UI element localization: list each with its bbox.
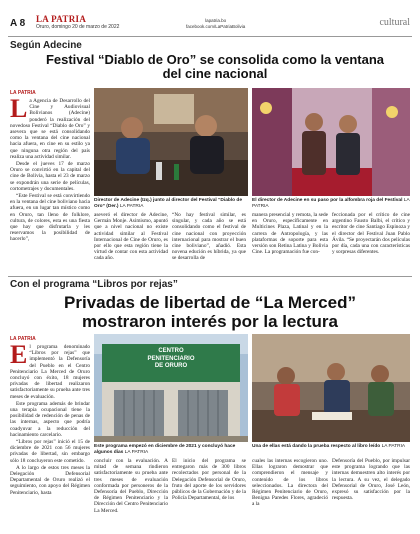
facebook-link[interactable]: facebook.com/LaPatriaBolivia xyxy=(186,24,246,29)
sign-line: CENTRO xyxy=(158,348,184,354)
caption-text: Director de Adecine (Izq.) junto al director del Festival “Diablo de Oro” (Der.) xyxy=(94,198,243,209)
story2-paragraph: “Libros por rejas” inició el 15 de diciembre de 2021 con 56 mujeres privadas de libertad, sin embargo sólo 18 concluyeron este cometido. xyxy=(10,439,90,464)
story2-caption-1 xyxy=(94,444,248,455)
sign-line: DE ORURO xyxy=(154,363,188,369)
header-rule xyxy=(8,36,412,37)
story2-paragraph: A lo largo de estos tres meses la Delegación Defensorial Departamental de Oruro realizó el seguimiento, con apoyo del Régimen Penitenciario, hasta xyxy=(10,464,90,496)
story1-paragraph: Desde el jueves 17 de marzo Oruro se convirtió en la capital del cine de Bolivia, hasta el 23 de marzo se expondrán una serie de películas, cortometrajes y documentales. xyxy=(10,161,90,192)
page-number: A 8 xyxy=(10,18,26,29)
story2-drop-cap: E xyxy=(10,344,28,369)
story1-photo-red-carpet xyxy=(252,88,410,196)
story1-drop-cap: L xyxy=(10,98,28,123)
story2-photo-prison xyxy=(94,334,248,442)
story2-caption-2 xyxy=(252,444,410,450)
story1-column-3: “No hay festival similar, es singular, y cada año se está consolidando como el festival de cine nacional con proyección internacional para mostrar el buen cine boliviano”, añadió. Esta novena edución es híbrida, ya que se desarrolla de xyxy=(172,212,246,262)
caption-credit: LA PATRIA xyxy=(252,198,410,209)
story1-paragraph: “Este Festival se está convirtiendo en la ventana del cine boliviano hacia afuera, en un lugar tan místico como en Oruro, tan lleno de folklore, cultura, de colores, esta es una fiesta que hay que disfrutarla y les reservamos la posibilidad de hacerlo”, xyxy=(10,193,90,243)
story2-column-5: Defensoría del Pueblo, por impulsar este programa logrando que las internas demuestren alto interés por la lectura. A su vez, el delegado Defensorial de Oruro, José León, expresó su satisfacción por la respuesta. xyxy=(332,458,410,502)
page-header xyxy=(8,13,412,35)
story2-column-3: El inicio del programa se entregaron más de 300 libros recolectados por personal de la Delegación Defensorial de Oruro, fruto del aporte de los servidores públicos de la Gobernación y de la Policía Departamental, de los xyxy=(172,458,246,502)
story1-column-5: feccionada por el crítico de cine argentino Fausto Balbi, el crítico y escritor de cine Santiago Espinoza y el director del Festival Juan Pablo Ávila. “Se proyectarán dos películas por día, cada una con características y sorpresas diferentes. xyxy=(332,212,410,256)
story2-photo-evaluation xyxy=(252,334,410,442)
story1-byline: LA PATRIA xyxy=(10,90,36,96)
story2-column-4: cuales las internas escogieron uno. Ellas lograron demostrar que comprendieron el mensaje y contenido de los libros seleccionados. La directora del Régimen Penitenciario de Oruro, Benigna Paredes Flores, agradeció a la xyxy=(252,458,328,508)
story2-byline: LA PATRIA xyxy=(10,336,36,342)
story2-column-2: concluir con la evaluación. A mitad de semana rindieron satisfactoriamente su prueba ante tres meses de evaluación conformada por personeros de la Defensoría del Pueblo, Dirección de Régimen Penitenciario y la Dirección del Centro Penitenciario La Merced. xyxy=(94,458,168,514)
story1-paragraph: a Agencia de Desarrollo del Cine y Audiovisual Bolivianos (Adecine) ponderó la realización del novedoso Festival “Diablo de Oro” y asevera que se está consolidando como la ventana del cine nacional hacia afuera, en cine en su estilo ya que ninguna otra región del país realiza una actividad similar. xyxy=(10,98,90,160)
story1-headline: Festival “Diablo de Oro” se consolida como la ventana del cine nacional xyxy=(45,52,385,81)
story1-column-2: aseveró el director de Adecine, Germán Monje. Asimismo, apuntó que a nivel nacional no existe actividad similar al Festival Internacional de Cine de Oruro, es por ello que esta región tiene la virtud de contar con esta actividad cada año. xyxy=(94,212,168,262)
story2-kicker: Con el programa “Libros por rejas” xyxy=(10,279,178,290)
story1-photo-directors xyxy=(94,88,248,196)
story1-column-4: manera presencial y remota, la sede en Oruro, específicamente en Multicines Plaza, Latinal y en la carrera de Antropología, y las plataformas de soporte para esta versión son Retina Latina y Bolivia Cine. La programación fue con- xyxy=(252,212,328,256)
prison-sign xyxy=(134,348,208,371)
story1-column-1 xyxy=(10,98,90,270)
caption-credit: LA PATRIA xyxy=(124,449,149,455)
story2-paragraph: Este programa además de brindar una terapia ocupacional tiene la posibilidad de redención de penas de las internas, aspecto que podría coadyuvar a la reducción del hacinamiento carcelario. xyxy=(10,400,90,438)
newspaper-name: LA PATRIA xyxy=(36,14,87,24)
website-link[interactable]: lapatria.bo xyxy=(205,18,227,23)
issue-date: Oruro, domingo 20 de marzo de 2022 xyxy=(36,24,120,30)
caption-text: Este programa empezó en diciembre de 2021 y concluyó hace algunos días xyxy=(94,444,236,455)
caption-credit: LA PATRIA xyxy=(381,444,406,449)
caption-text: El director de Adecine en su paso por la alfombra roja del Festival xyxy=(252,198,403,203)
story2-column-1 xyxy=(10,344,90,530)
story1-caption-2 xyxy=(252,198,410,209)
story2-headline: Privadas de libertad de “La Merced” mostraron interés por la lectura xyxy=(64,293,356,331)
section-name: cultural xyxy=(379,17,410,28)
caption-credit: LA PATRIA xyxy=(119,203,144,209)
sign-line: PENITENCIARIO xyxy=(147,355,195,362)
story1-kicker: Según Adecine xyxy=(10,40,82,51)
caption-text: Una de ellas está dando la prueba respecto al libro leído xyxy=(252,444,381,449)
social-links xyxy=(186,18,245,30)
story1-caption-1 xyxy=(94,198,248,209)
story2-paragraph: l programa denominado “Libros por rejas” que implementó la Defensoría del Pueblo en el Centro Penitenciario La Merced de Oruro concluyó con éxito, 18 mujeres privadas de libertad realizaron satisfactoriamente su prueba ante tres meses de evaluación. xyxy=(10,344,90,400)
section-divider xyxy=(8,276,412,277)
